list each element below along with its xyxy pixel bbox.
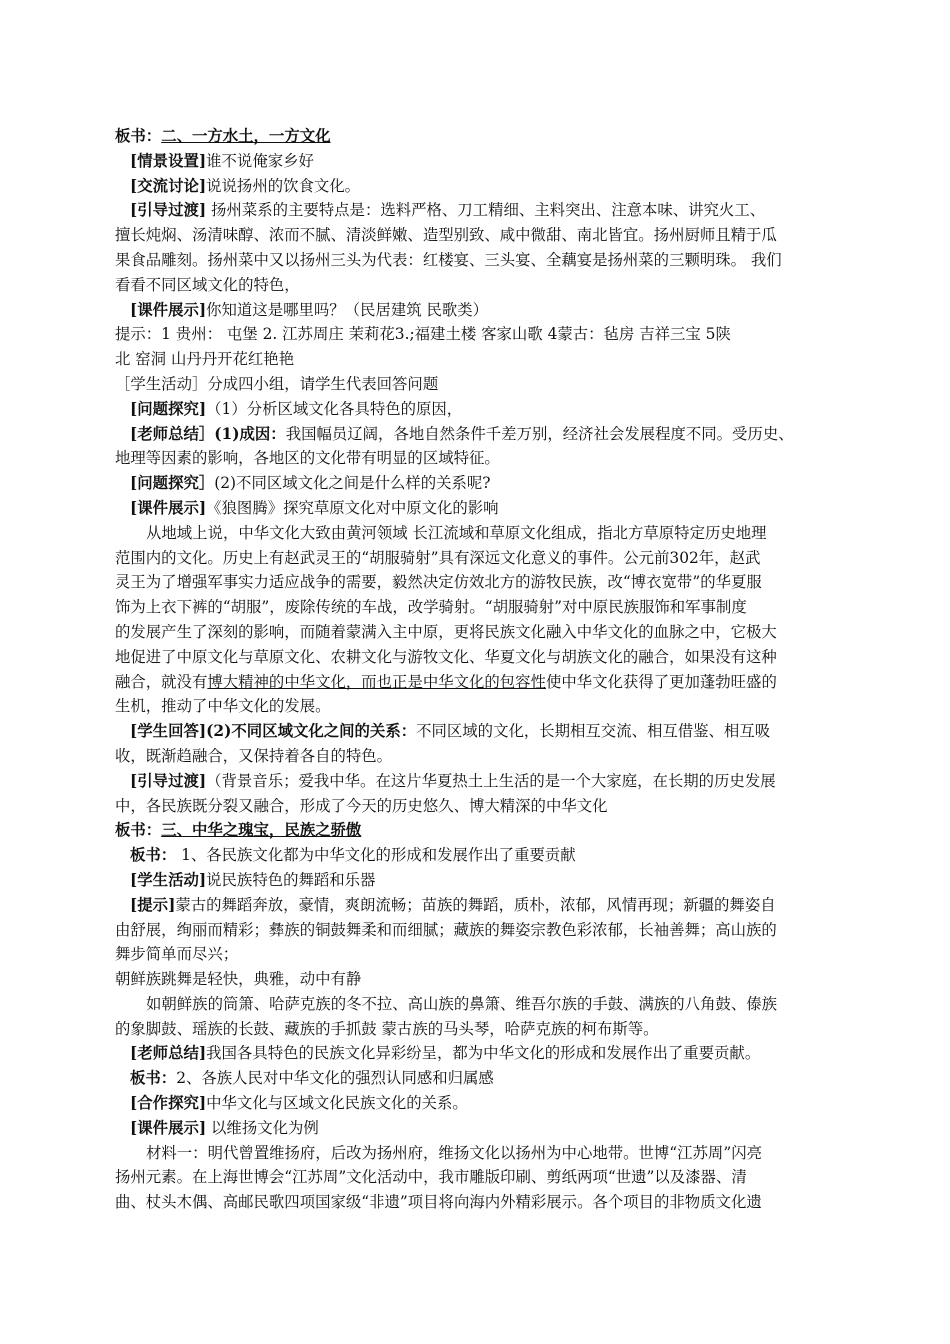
text-line bbox=[115, 843, 837, 868]
text-segment: 的象脚鼓、瑶族的长鼓、藏族的手抓鼓 蒙古族的马头琴，哈萨克族的柯布斯等。 bbox=[115, 1019, 659, 1038]
text-line bbox=[115, 818, 837, 843]
text-segment: 使中华文化获得了更加蓬勃旺盛的 bbox=[545, 672, 777, 691]
text-line bbox=[115, 422, 837, 447]
text-line bbox=[115, 322, 837, 347]
text-segment: 收，既渐趋融合，又保持着各自的特色。 bbox=[115, 746, 393, 765]
text-line bbox=[115, 1091, 837, 1116]
bold-label: 板书： bbox=[130, 846, 177, 865]
text-segment: 不同区域的文化，长期相互交流、相互借鉴、相互吸 bbox=[416, 722, 771, 741]
text-line bbox=[115, 918, 837, 943]
bold-label: 板书： bbox=[115, 821, 162, 840]
text-line bbox=[115, 1141, 837, 1166]
text-segment: (2)不同区域文化之间是什么样的关系呢? bbox=[214, 474, 491, 493]
bold-label: 三、中华之瑰宝，民族之骄傲 bbox=[161, 821, 362, 840]
document-body bbox=[115, 124, 837, 1215]
text-segment: 以维扬文化为例 bbox=[206, 1118, 319, 1137]
text-segment: 曲、杖头木偶、高邮民歌四项国家级“非遗”项目将向海内外精彩展示。各个项目的非物质文化遗 bbox=[115, 1193, 762, 1212]
text-segment: 说说扬州的饮食文化。 bbox=[206, 176, 361, 195]
text-line bbox=[115, 1066, 837, 1091]
text-line bbox=[115, 471, 837, 496]
bold-label: [课件展示] bbox=[130, 498, 207, 517]
text-line bbox=[115, 397, 837, 422]
text-segment: 灵王为了增强军事实力适应战争的需要，毅然决定仿效北方的游牧民族，改“博衣宽带”的华夏服 bbox=[115, 573, 762, 592]
text-segment: 饰为上衣下裤的“胡服”，废除传统的车战，改学骑射。“胡服骑射”对中原民族服饰和军事制度 bbox=[115, 598, 747, 617]
text-line bbox=[115, 496, 837, 521]
bold-label: 板书： bbox=[115, 127, 162, 145]
text-segment: 说民族特色的舞蹈和乐器 bbox=[206, 870, 376, 889]
text-line bbox=[115, 347, 837, 372]
text-segment: 的发展产生了深刻的影响，而随着蒙满入主中原，更将民族文化融入中华文化的血脉之中，它极大 bbox=[115, 622, 777, 641]
bold-label: [老师总结］ bbox=[130, 424, 215, 443]
text-line bbox=[115, 794, 837, 819]
text-line bbox=[115, 967, 837, 992]
bold-label: [老师总结] bbox=[130, 1044, 207, 1063]
text-line bbox=[115, 1190, 837, 1215]
text-line bbox=[115, 1041, 837, 1066]
bold-label: [课件展示] bbox=[130, 1118, 207, 1137]
text-line bbox=[115, 174, 837, 199]
bold-label: [课件展示] bbox=[130, 300, 207, 319]
text-segment: 看看不同区域文化的特色， bbox=[115, 275, 300, 294]
text-line bbox=[115, 893, 837, 918]
bold-label: [情景设置] bbox=[130, 151, 207, 170]
text-segment: 由舒展，绚丽而精彩；彝族的铜鼓舞柔和而细腻；藏族的舞姿宗教色彩浓郁，长袖善舞；高山族的 bbox=[115, 920, 777, 939]
text-line bbox=[115, 372, 837, 397]
bold-label: (2)不同区域文化之间的关系： bbox=[206, 722, 417, 741]
text-segment: 舞步简单而尽兴； bbox=[115, 945, 239, 964]
text-line bbox=[115, 595, 837, 620]
text-segment: 擅长炖焖、汤清味醇、浓而不腻、清淡鲜嫩、造型别致、咸中微甜、南北皆宜。扬州厨师且精于瓜 bbox=[115, 226, 777, 245]
text-segment: 我国各具特色的民族文化异彩纷呈，都为中华文化的形成和发展作出了重要贡献。 bbox=[206, 1044, 761, 1063]
text-segment: 如朝鲜族的筒箫、哈萨克族的冬不拉、高山族的鼻箫、维吾尔族的手鼓、满族的八角鼓、傣族 bbox=[146, 994, 778, 1013]
text-line bbox=[115, 1165, 837, 1190]
text-line bbox=[115, 223, 837, 248]
bold-label: [学生回答] bbox=[130, 722, 207, 741]
text-line bbox=[115, 521, 837, 546]
text-segment: （1）分析区域文化各具特色的原因， bbox=[206, 399, 463, 418]
text-segment: 提示：1 贵州： 屯堡 2. 江苏周庄 茉莉花3.;福建土楼 客家山歌 4蒙古：毡房 吉祥三宝 5陕 bbox=[115, 325, 731, 344]
text-line bbox=[115, 570, 837, 595]
text-segment: 从地域上说，中华文化大致由黄河领域 长江流域和草原文化组成，指北方草原特定历史地理 bbox=[146, 523, 767, 542]
text-segment: 北 窑洞 山丹丹开花红艳艳 bbox=[115, 350, 295, 369]
text-segment: 果食品雕刻。扬州菜中又以扬州三头为代表：红楼宴、三头宴、全藕宴是扬州菜的三颗明珠。 我们 bbox=[115, 250, 782, 269]
text-segment: 材料一：明代曾置维扬府，后改为扬州府，维扬文化以扬州为中心地带。世博“江苏周”闪亮 bbox=[146, 1143, 762, 1162]
bold-label: [问题探究] bbox=[130, 399, 207, 418]
bold-label: [学生活动] bbox=[130, 870, 207, 889]
text-segment: 地理等因素的影响，各地区的文化带有明显的区域特征。 bbox=[115, 449, 500, 468]
bold-label: [引导过渡] bbox=[130, 771, 207, 790]
text-segment: ［学生活动］分成四小组，请学生代表回答问题 bbox=[115, 374, 439, 393]
text-segment: 《狼图腾》探究草原文化对中原文化的影响 bbox=[206, 498, 499, 517]
text-segment: 扬州元素。在上海世博会“江苏周”文化活动中，我市雕版印刷、剪纸两项“世遗”以及漆器、清 bbox=[115, 1168, 747, 1187]
text-line bbox=[115, 124, 837, 149]
text-line bbox=[115, 719, 837, 744]
text-segment: 范围内的文化。历史上有赵武灵王的“胡服骑射”具有深远文化意义的事件。公元前302年，赵武 bbox=[115, 548, 761, 567]
text-segment: 博大精神的中华文化，而也正是中华文化的包容性 bbox=[207, 672, 546, 691]
text-segment: （背景音乐；爱我中华。在这片华夏热土上生活的是一个大家庭，在长期的历史发展 bbox=[206, 771, 776, 790]
bold-label: [引导过渡] bbox=[130, 201, 207, 220]
bold-label: [合作探究] bbox=[130, 1094, 207, 1113]
text-segment: 2、各族人民对中华文化的强烈认同感和归属感 bbox=[176, 1069, 494, 1088]
text-segment: 融合，就没有 bbox=[115, 672, 208, 691]
text-line bbox=[115, 273, 837, 298]
text-segment: 扬州菜系的主要特点是：选料严格、刀工精细、主料突出、注意本味、讲究火工、 bbox=[206, 201, 766, 220]
text-line bbox=[115, 868, 837, 893]
text-line bbox=[115, 744, 837, 769]
text-line bbox=[115, 694, 837, 719]
text-line bbox=[115, 942, 837, 967]
text-line bbox=[115, 446, 837, 471]
text-segment: 地促进了中原文化与草原文化、农耕文化与游牧文化、华夏文化与胡族文化的融合，如果没有这种 bbox=[115, 647, 777, 666]
text-line bbox=[115, 620, 837, 645]
text-line bbox=[115, 546, 837, 571]
text-line bbox=[115, 248, 837, 273]
text-segment: 我国幅员辽阔，各地自然条件千差万别，经济社会发展程度不同。受历史、 bbox=[285, 424, 794, 443]
bold-label: (1)成因： bbox=[214, 424, 286, 443]
text-segment: 蒙古的舞蹈奔放，豪情，爽朗流畅；苗族的舞蹈，质朴，浓郁，风情再现；新疆的舞姿自 bbox=[175, 895, 776, 914]
text-line bbox=[115, 645, 837, 670]
text-line bbox=[115, 149, 837, 174]
text-segment: 你知道这是哪里吗？（民居建筑 民歌类） bbox=[206, 300, 489, 319]
text-segment: 朝鲜族跳舞是轻快，典雅，动中有静 bbox=[115, 970, 362, 989]
bold-label: 二、一方水土，一方文化 bbox=[161, 127, 331, 145]
text-segment: 生机，推动了中华文化的发展。 bbox=[115, 697, 331, 716]
text-segment: 谁不说俺家乡好 bbox=[206, 151, 314, 170]
text-segment: 1、各民族文化都为中华文化的形成和发展作出了重要贡献 bbox=[176, 846, 576, 865]
text-line bbox=[115, 198, 837, 223]
bold-label: 板书： bbox=[130, 1069, 177, 1088]
text-line bbox=[115, 1017, 837, 1042]
text-segment: 中，各民族既分裂又融合，形成了今天的历史悠久、博大精深的中华文化 bbox=[115, 796, 608, 815]
text-line bbox=[115, 670, 837, 695]
text-line bbox=[115, 992, 837, 1017]
text-line bbox=[115, 769, 837, 794]
bold-label: [问题探究］ bbox=[130, 474, 215, 493]
text-segment: 中华文化与区域文化民族文化的关系。 bbox=[206, 1094, 468, 1113]
text-line bbox=[115, 298, 837, 323]
bold-label: [提示] bbox=[130, 895, 176, 914]
text-line bbox=[115, 1116, 837, 1141]
bold-label: [交流讨论] bbox=[130, 176, 207, 195]
